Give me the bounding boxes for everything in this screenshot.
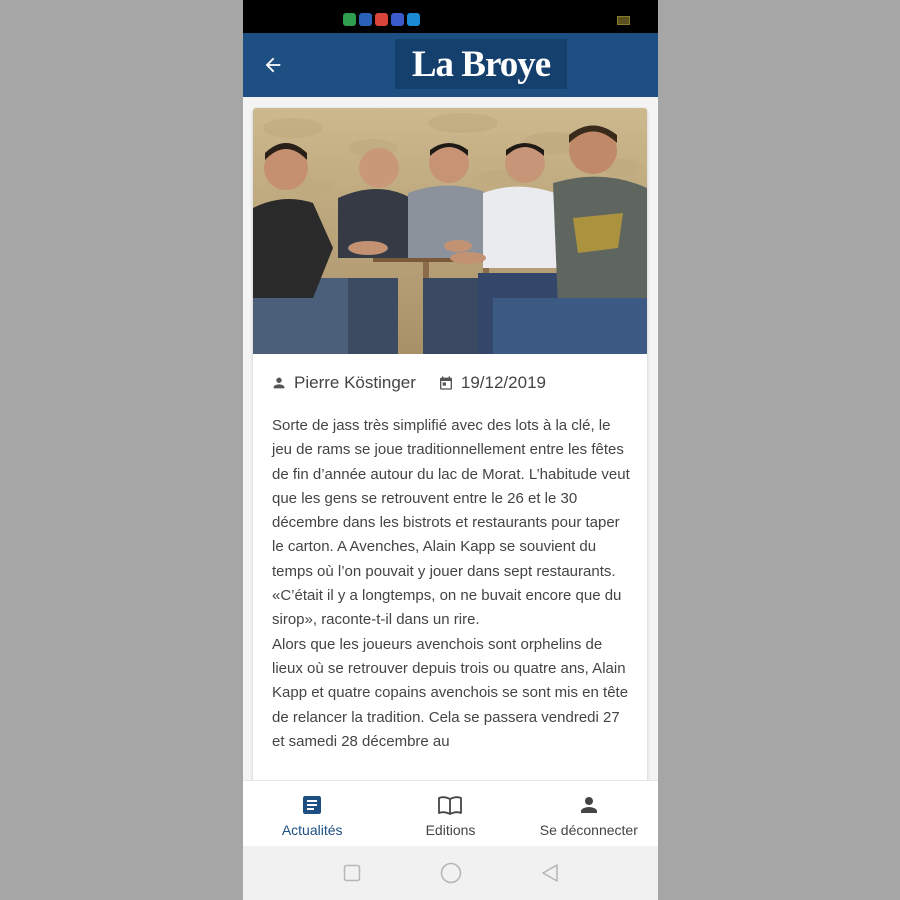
red-app-icon — [375, 13, 388, 26]
article-author: Pierre Köstinger — [294, 373, 416, 392]
back-button[interactable] — [259, 51, 287, 79]
calendar-icon — [438, 375, 454, 391]
recents-button[interactable] — [343, 864, 361, 882]
app-logo — [395, 39, 567, 89]
skype-icon — [407, 13, 420, 26]
nav-item-logout[interactable] — [520, 781, 658, 847]
person-icon — [577, 793, 601, 817]
nav-label-editions: Editions — [425, 822, 476, 838]
circle-icon — [440, 862, 462, 884]
article-body — [272, 414, 630, 754]
arrow-back-icon — [262, 54, 284, 76]
person-icon — [271, 375, 287, 391]
book-icon — [437, 793, 463, 817]
nav-item-actualites[interactable] — [243, 781, 381, 847]
article-card — [253, 108, 647, 780]
app-title: La Broye — [411, 43, 551, 85]
phone-screen — [243, 0, 658, 900]
article-paragraph: Alors que les joueurs avenchois sont orphelins de lieux où se retrouver depuis trois ou quatre ans, Alain Kapp et quatre copains avenchois se sont mis en tête de relancer la tradition. Cela se passera vendredi 27 et samedi 28 décembre au — [272, 635, 629, 750]
blue-app-icon — [359, 13, 372, 26]
battery-icon — [617, 16, 630, 25]
nav-label-actualites: Actualités — [281, 822, 343, 838]
bottom-navigation — [243, 780, 658, 847]
article-date: 19/12/2019 — [460, 373, 546, 392]
back-system-button[interactable] — [541, 863, 559, 883]
home-button[interactable] — [440, 862, 462, 884]
article-icon — [300, 793, 324, 817]
notification-icons — [343, 13, 420, 26]
status-bar — [243, 0, 658, 33]
article-paragraph: Sorte de jass très simplifié avec des lots à la clé, le jeu de rams se joue traditionnellement entre les fêtes de fin d’année autour du lac de Morat. L’habitude veut que les gens se retrouvent entre le 26 et le 30 décembre dans les bistrots et restaurants pour taper le carton. A Avenches, Alain Kapp se souvient du temps où l’on pouvait y jouer dans sept restaurants. «C’était il y a longtemps, on ne buvait encore que du sirop», raconte-t-il dans un rire. — [272, 417, 630, 629]
square-icon — [343, 864, 361, 882]
nav-item-editions[interactable] — [381, 781, 519, 847]
app-bar — [243, 33, 658, 97]
article-photo — [253, 108, 647, 354]
green-app-icon — [343, 13, 356, 26]
article-meta — [271, 371, 546, 395]
facebook-icon — [391, 13, 404, 26]
article-scroll-area[interactable] — [243, 97, 658, 780]
triangle-back-icon — [541, 863, 559, 883]
system-navigation-bar — [243, 846, 658, 900]
nav-label-logout: Se déconnecter — [539, 822, 638, 838]
